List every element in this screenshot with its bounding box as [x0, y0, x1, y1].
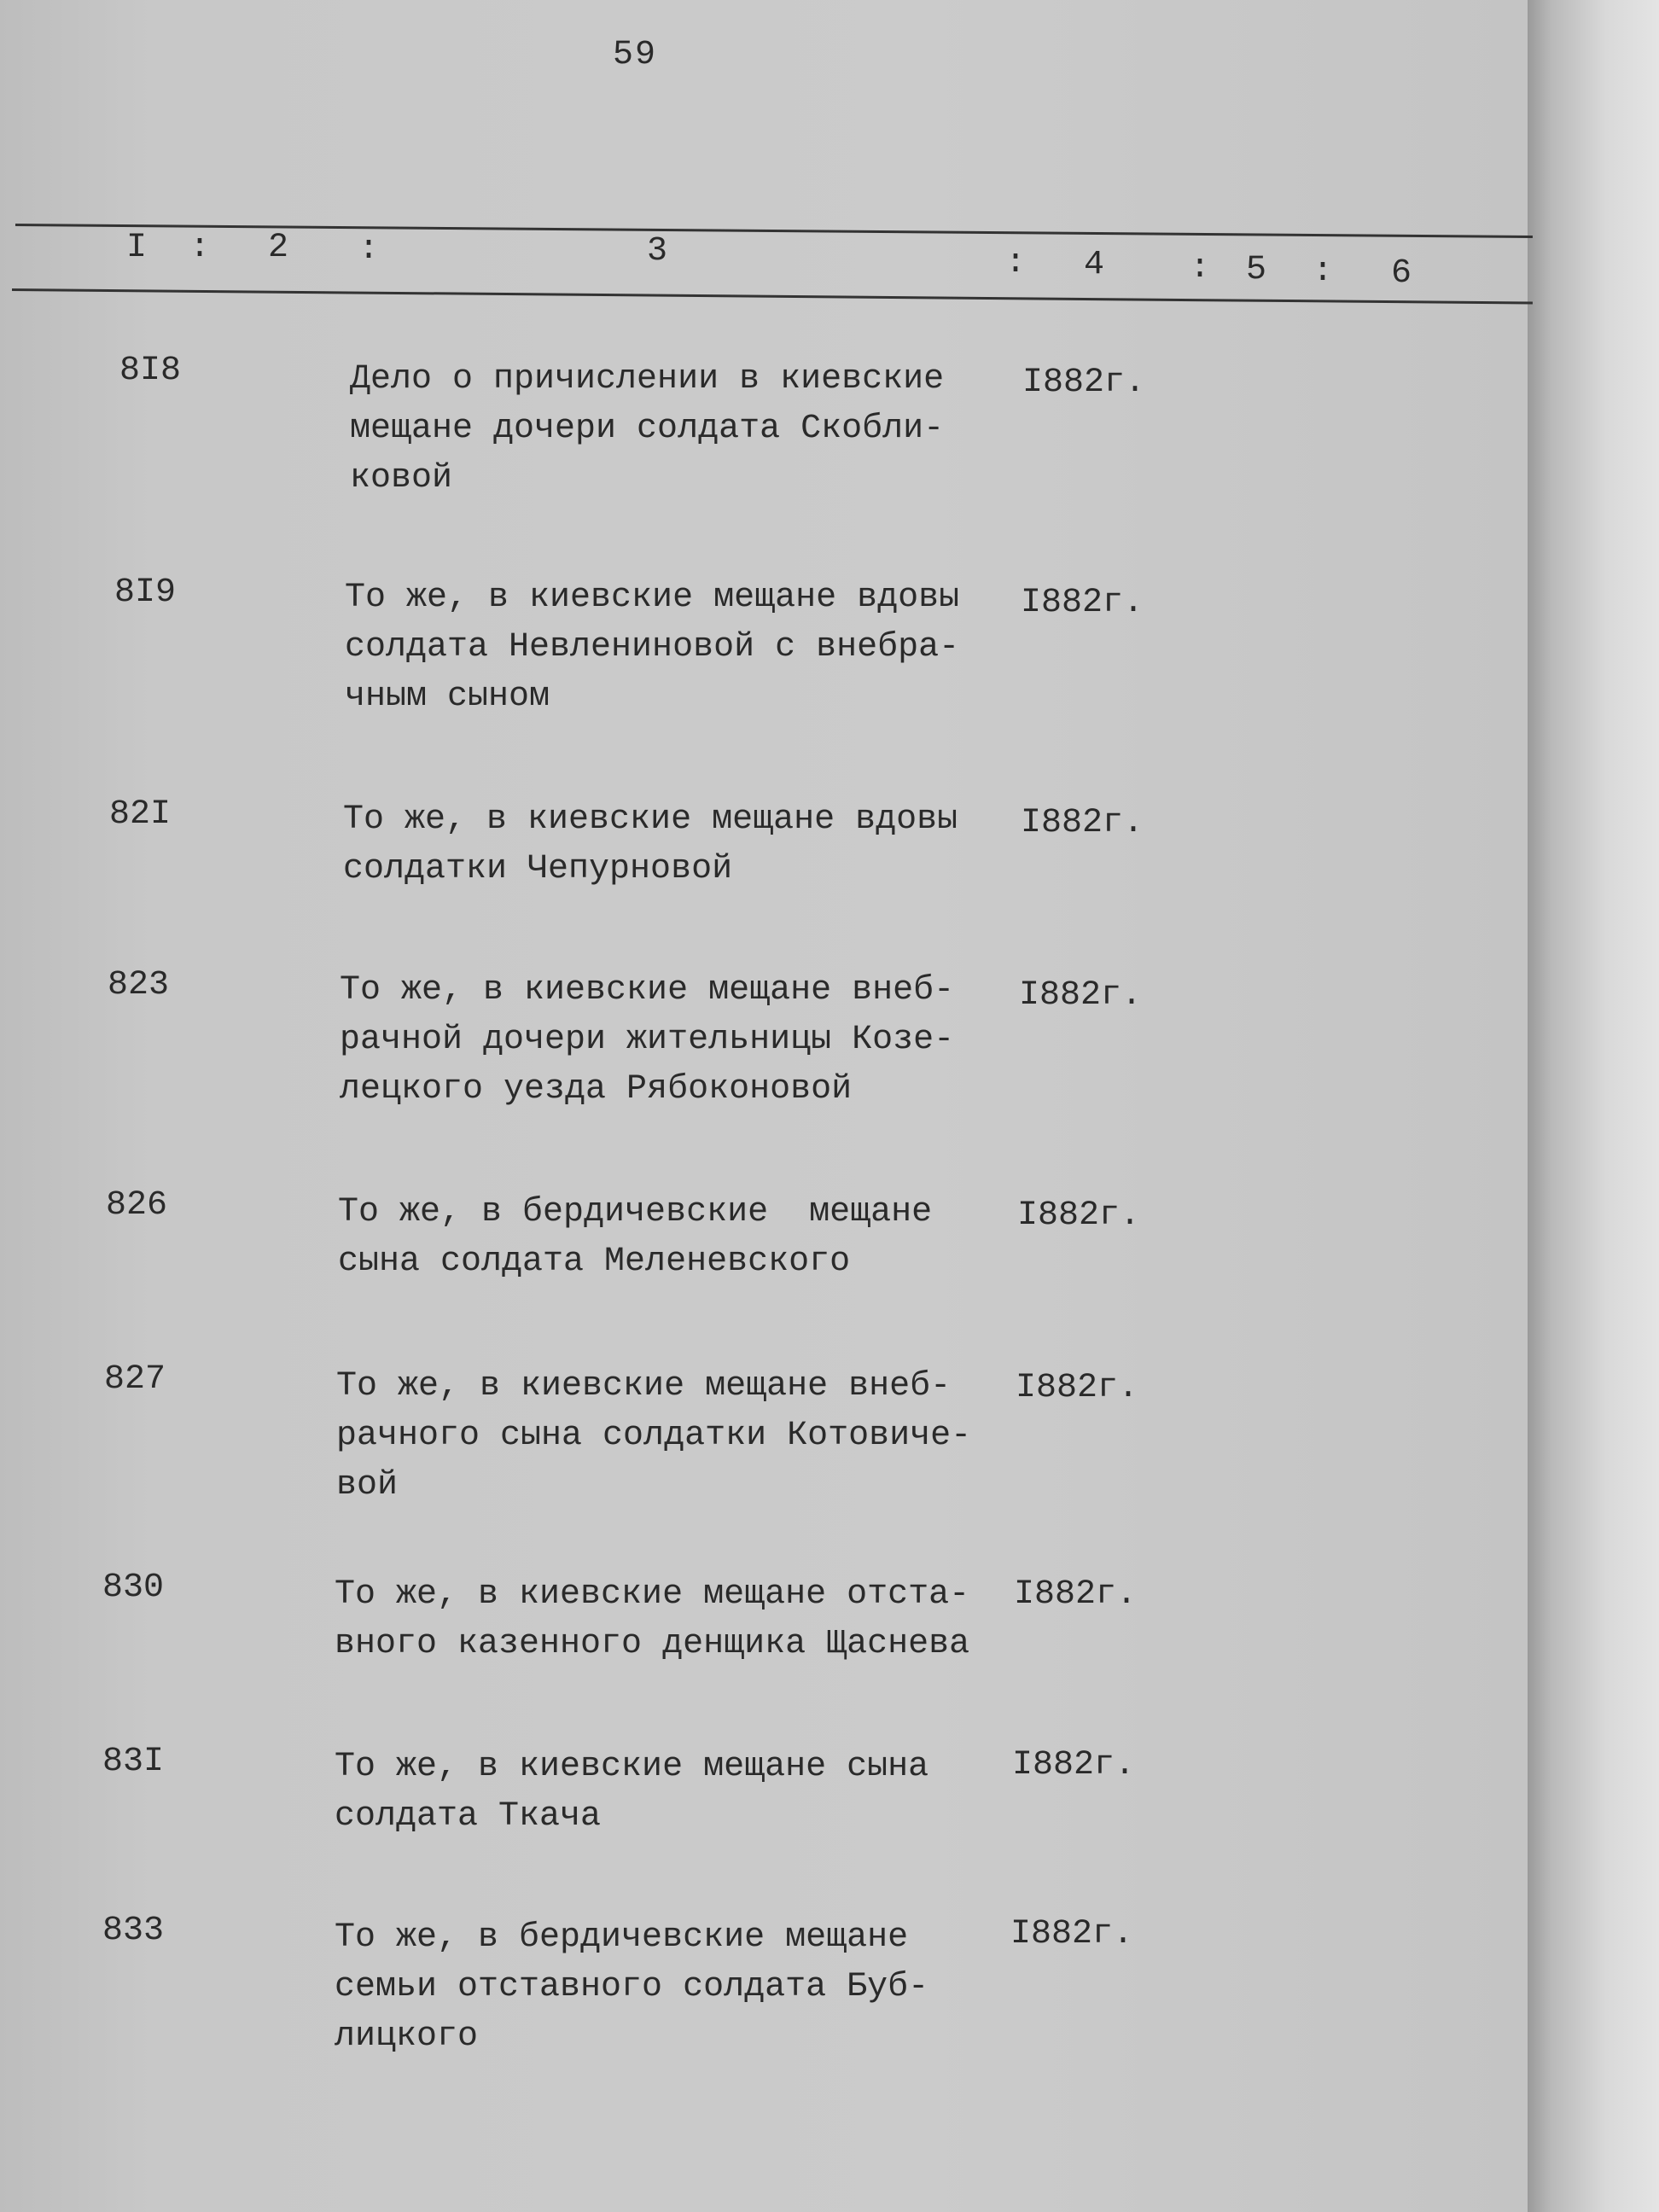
case-year: I882г.: [1021, 584, 1144, 622]
header-col-5: 5: [1246, 251, 1267, 289]
case-description: [338, 1188, 932, 1287]
case-description-line: лицкого: [335, 2017, 479, 2056]
case-description: [343, 795, 958, 894]
case-description-line: То же, в бердичевские мещане: [338, 1193, 933, 1231]
case-description-line: То же, в киевские мещане сына: [335, 1748, 929, 1786]
case-description-line: семьи отставного солдата Бyб-: [335, 1968, 929, 2006]
case-number: 827: [104, 1360, 166, 1399]
case-year: I882г.: [1021, 804, 1144, 842]
header-col-6: 6: [1391, 254, 1412, 293]
header-separator: :: [1190, 249, 1211, 288]
case-number: 8I8: [119, 352, 182, 390]
case-year: I882г.: [1017, 1196, 1141, 1235]
case-number: 823: [108, 966, 170, 1004]
case-description: [335, 1913, 928, 2062]
case-number: 82I: [109, 795, 172, 834]
case-year: I882г.: [1022, 364, 1146, 402]
page-edge-shadow: [1528, 0, 1659, 2212]
header-col-4: 4: [1084, 246, 1105, 284]
case-number: 826: [106, 1186, 168, 1225]
case-description-line: То же, в киевские мещане внеб-: [336, 1367, 952, 1406]
case-description-line: То же, в бердичевские мещане: [335, 1918, 909, 1957]
case-description-line: чным сыном: [345, 678, 550, 716]
case-description-line: рачной дочери жительницы Козе-: [340, 1021, 955, 1059]
case-description-line: солдата Ткача: [335, 1797, 602, 1836]
case-number: 83I: [102, 1743, 165, 1781]
case-description-line: сына солдата Меленевского: [338, 1243, 851, 1281]
header-col-3: 3: [647, 232, 668, 271]
header-separator: :: [1313, 253, 1334, 291]
case-description-line: мещане дочери солдата Скобли-: [350, 410, 945, 448]
case-year: I882г.: [1014, 1575, 1138, 1614]
case-description: [350, 355, 944, 504]
case-description-line: вой: [336, 1466, 399, 1505]
case-description-line: То же, в киевские мещане внеб-: [340, 971, 955, 1010]
case-description-line: То же, в киевские мещане отста-: [335, 1575, 970, 1614]
case-number: 8I9: [114, 573, 177, 612]
case-description: [336, 1362, 971, 1511]
case-description-line: То же, в киевские мещане вдовы: [345, 579, 960, 617]
case-description-line: То же, в киевские мещане вдовы: [343, 800, 958, 839]
case-description-line: рачного сына солдатки Котовиче-: [336, 1417, 972, 1455]
case-year: I882г.: [1019, 976, 1143, 1015]
case-number: 833: [102, 1912, 165, 1950]
case-description-line: лецкого уезда Рябоконовой: [340, 1070, 853, 1109]
case-description-line: вного казенного денщика Щаснева: [335, 1625, 970, 1663]
case-description-line: ковой: [350, 459, 453, 498]
header-separator: :: [189, 229, 211, 267]
header-separator: :: [358, 230, 380, 269]
case-number: 830: [102, 1569, 165, 1607]
header-col-1: I: [126, 229, 148, 267]
case-description-line: солдатки Чепурновой: [343, 850, 733, 888]
case-description: [340, 966, 954, 1115]
case-description: [335, 1570, 969, 1669]
case-year: I882г.: [1016, 1369, 1139, 1407]
case-year: I882г.: [1012, 1746, 1136, 1784]
header-col-2: 2: [268, 229, 289, 267]
header-separator: :: [1005, 244, 1027, 282]
case-description-line: Дело о причислении в киевские: [350, 360, 945, 399]
case-description: [335, 1743, 928, 1842]
case-description-line: солдата Невлениновой с внебра-: [345, 628, 960, 667]
page-number: 59: [613, 36, 658, 74]
case-description: [345, 573, 959, 722]
case-year: I882г.: [1010, 1915, 1134, 1953]
